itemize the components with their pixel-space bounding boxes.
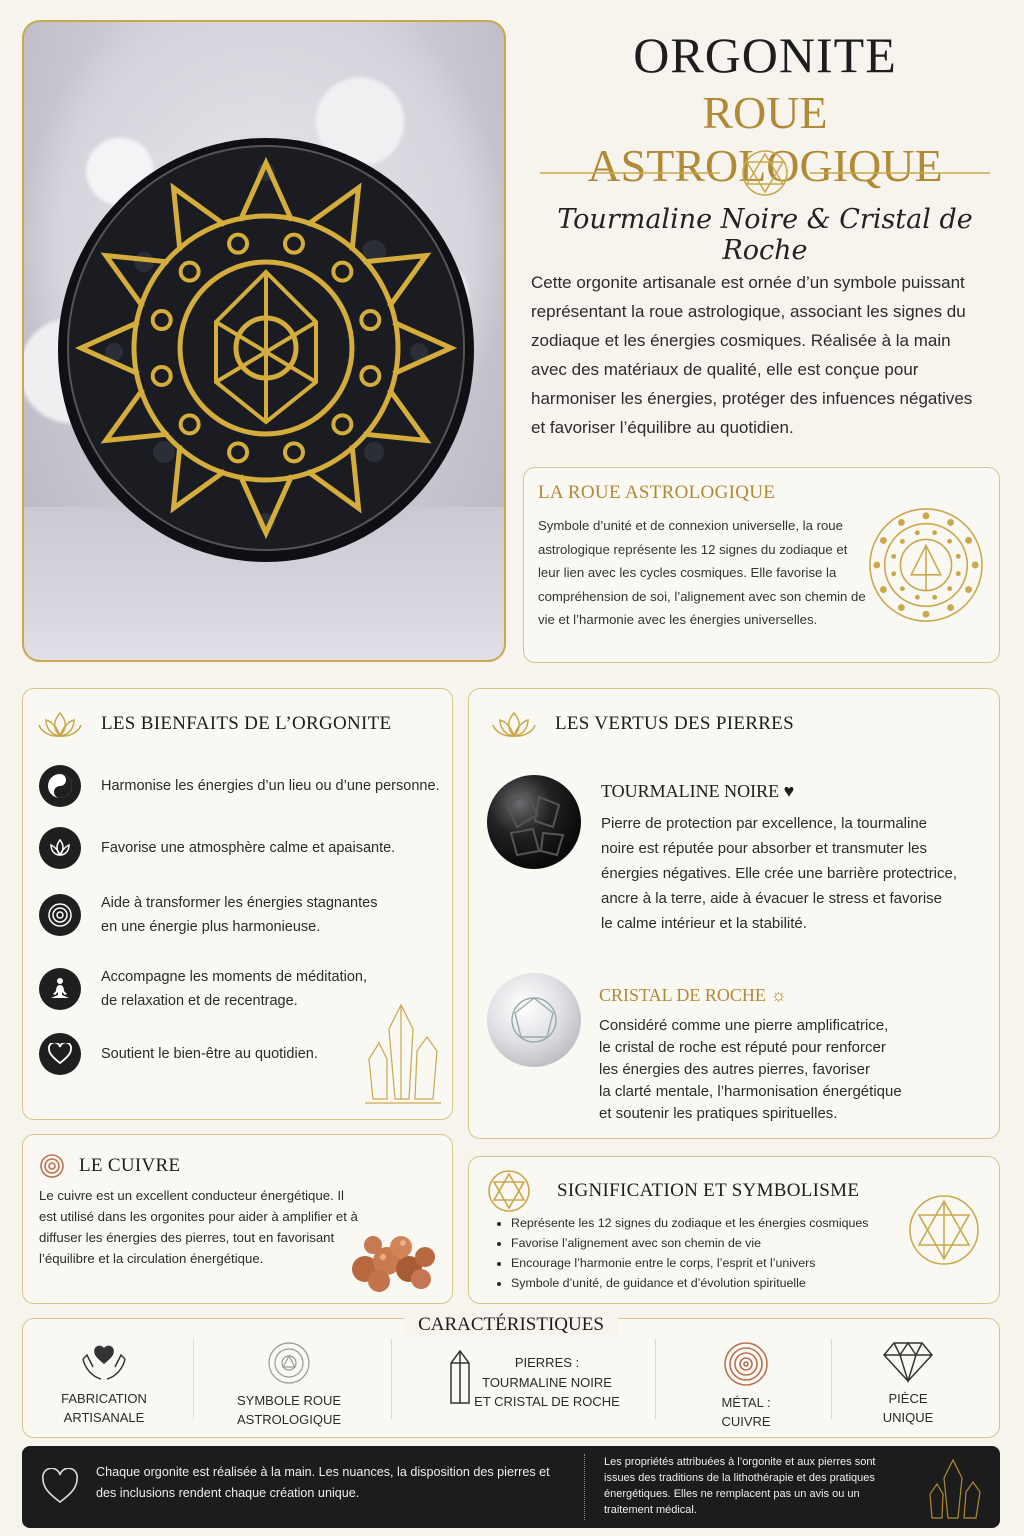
benefit-text-line2: de relaxation et de recentrage. bbox=[101, 993, 298, 1009]
lotus-icon bbox=[39, 827, 81, 869]
footer-handmade-note: Chaque orgonite est réalisée à la main. Les nuances, la disposition des pierres et des inclusions rendent chaque création unique. bbox=[96, 1465, 550, 1500]
stone-subtitle: Tourmaline Noire & Cristal de Roche bbox=[557, 204, 973, 266]
crystal-cluster-icon bbox=[363, 999, 443, 1109]
characteristics-card bbox=[22, 1318, 1000, 1438]
symbolism-item: • Représente les 12 signes du zodiaque et les énergies cosmiques bbox=[511, 1213, 891, 1233]
astrological-wheel-text: Symbole d’unité et de connexion universelle, la roue astrologique représente les 12 signes du zodiaque et leur lien avec les cycles cosmiques. Elle favorise la compréhension de soi, l’alignement avec son chemin de vie et l’harmonie avec les énergies universelles. bbox=[538, 518, 866, 627]
symbolism-card bbox=[468, 1156, 1000, 1304]
product-photo bbox=[22, 20, 506, 662]
characteristic-line: UNIQUE bbox=[882, 1410, 934, 1425]
stone-virtues-title: LES VERTUS DES PIERRES bbox=[555, 713, 794, 734]
copper-text: Le cuivre est un excellent conducteur énergétique. Il est utilisé dans les orgonites pour aider à amplifier et à diffuser les énergies des pierres, tout en favorisant l’équilibre et la circulation énergétique. bbox=[39, 1188, 358, 1266]
rock-crystal-text-line: Considéré comme une pierre amplificatrice, bbox=[599, 1017, 889, 1034]
characteristic-line: SYMBOLE ROUE bbox=[236, 1392, 342, 1408]
star-of-david-icon bbox=[487, 1169, 531, 1213]
rock-crystal-text-line: le cristal de roche est réputé pour renforcer bbox=[599, 1039, 886, 1056]
heart-icon: ♥ bbox=[783, 781, 795, 801]
benefits-card bbox=[22, 688, 453, 1120]
copper-title: LE CUIVRE bbox=[79, 1155, 181, 1176]
symbolism-item: • Encourage l’harmonie entre le corps, l’esprit et l’univers bbox=[511, 1253, 891, 1273]
copper-spiral-icon bbox=[39, 1153, 65, 1179]
rock-crystal-text-line: la clarté mentale, l’harmonisation énergétique bbox=[599, 1083, 902, 1100]
benefit-item bbox=[39, 827, 441, 869]
benefit-item bbox=[39, 891, 441, 939]
rock-crystal-text-line: les énergies des autres pierres, favoriser bbox=[599, 1061, 870, 1078]
lotus-icon bbox=[37, 709, 83, 739]
zodiac-wheel-icon bbox=[267, 1341, 311, 1385]
lotus-icon bbox=[491, 709, 537, 739]
characteristic-line: TOURMALINE NOIRE bbox=[482, 1374, 612, 1390]
page-title: ORGONITE bbox=[633, 27, 897, 83]
footer-banner bbox=[22, 1446, 1000, 1528]
meditation-icon bbox=[39, 968, 81, 1010]
astrological-wheel-card bbox=[523, 467, 1000, 663]
zodiac-wheel-icon bbox=[867, 506, 985, 624]
characteristic-line: PIERRES : bbox=[514, 1355, 580, 1370]
benefits-title: LES BIENFAITS DE L’ORGONITE bbox=[101, 713, 392, 734]
diamond-icon bbox=[882, 1341, 934, 1383]
stone-virtues-card bbox=[468, 688, 1000, 1139]
characteristic-zodiac bbox=[219, 1341, 359, 1430]
yin-yang-icon bbox=[39, 765, 81, 807]
characteristic-line: FABRICATION bbox=[61, 1390, 147, 1406]
astrological-wheel-title: LA ROUE ASTROLOGIQUE bbox=[538, 482, 776, 503]
characteristics-title: CARACTÉRISTIQUES bbox=[22, 1314, 1000, 1336]
characteristic-line: ASTROLOGIQUE bbox=[236, 1412, 342, 1427]
benefit-text: Favorise une atmosphère calme et apaisante. bbox=[101, 840, 396, 856]
rock-crystal-image bbox=[487, 973, 581, 1067]
characteristic-line: MÉTAL : bbox=[721, 1394, 771, 1410]
spiral-circles-icon bbox=[39, 894, 81, 936]
star-divider bbox=[540, 148, 990, 198]
tourmaline-text-line: énergies négatives. Elle crée une barrière protectrice, bbox=[601, 865, 958, 882]
benefit-text: Harmonise les énergies d’un lieu ou d’une personne. bbox=[101, 778, 440, 794]
intro-paragraph: Cette orgonite artisanale est ornée d’un symbole puissant représentant la roue astrologique, associant les signes du zodiaque et les énergies cosmiques. Réalisée à la main avec des matériaux de qualité, elle est conçue pour harmoniser les énergies, protéger des infuences négatives et favoriser l’équilibre au quotidien. bbox=[531, 273, 973, 437]
benefit-text: Aide à transformer les énergies stagnantes bbox=[101, 895, 378, 911]
tourmaline-text-line: le calme intérieur et la stabilité. bbox=[601, 915, 807, 932]
page-subtitle-gold: ROUE ASTROLOGIQUE bbox=[587, 87, 943, 191]
symbolism-item: • Favorise l’alignement avec son chemin de vie bbox=[511, 1233, 891, 1253]
tourmaline-text-line: ancre à la terre, aide à évacuer le stress et favorise bbox=[601, 890, 943, 907]
characteristic-line: ARTISANALE bbox=[63, 1410, 145, 1425]
orgonite-disc-illustration bbox=[24, 22, 506, 662]
tourmaline-text-line: Pierre de protection par excellence, la tourmaline bbox=[601, 815, 928, 832]
benefit-text-line2: en une énergie plus harmonieuse. bbox=[101, 919, 321, 935]
benefit-text: Soutient le bien-être au quotidien. bbox=[101, 1046, 318, 1062]
merkaba-icon bbox=[907, 1193, 981, 1267]
tourmaline-title: TOURMALINE NOIRE ♥ bbox=[601, 781, 795, 801]
footer-disclaimer: Les propriétés attribuées à l’orgonite et aux pierres sont issues des traditions de la lithothérapie et des pratiques énergétiques. Elles ne remplacent pas un avis ou un traitement médical. bbox=[604, 1456, 876, 1516]
rock-crystal-text-line: et soutenir les pratiques spirituelles. bbox=[599, 1105, 838, 1122]
tourmaline-text-line: noire est réputée pour absorber et transmuter les bbox=[601, 840, 928, 857]
symbolism-item: • Symbole d’unité, de guidance et d’évolution spirituelle bbox=[511, 1273, 891, 1293]
heart-icon bbox=[39, 1033, 81, 1075]
characteristic-metal bbox=[683, 1341, 809, 1432]
rock-crystal-title: CRISTAL DE ROCHE ☼ bbox=[599, 985, 787, 1005]
characteristic-unique bbox=[853, 1341, 963, 1428]
symbolism-title: SIGNIFICATION ET SYMBOLISME bbox=[557, 1180, 860, 1201]
characteristic-handmade bbox=[41, 1341, 167, 1428]
characteristic-line: PIÈCE bbox=[888, 1390, 928, 1406]
characteristic-stones bbox=[467, 1353, 627, 1412]
copper-nuggets-image bbox=[343, 1219, 443, 1293]
crystal-cluster-icon bbox=[926, 1456, 982, 1522]
heart-icon bbox=[40, 1468, 80, 1506]
sun-icon: ☼ bbox=[770, 985, 787, 1005]
characteristic-line: ET CRISTAL DE ROCHE bbox=[474, 1394, 620, 1409]
characteristic-line: CUIVRE bbox=[721, 1414, 771, 1429]
copper-spiral-icon bbox=[723, 1341, 769, 1387]
black-tourmaline-image bbox=[487, 775, 581, 869]
benefit-item bbox=[39, 765, 441, 807]
copper-card bbox=[22, 1134, 453, 1304]
benefit-text: Accompagne les moments de méditation, bbox=[101, 969, 367, 985]
hands-heart-icon bbox=[79, 1341, 129, 1383]
